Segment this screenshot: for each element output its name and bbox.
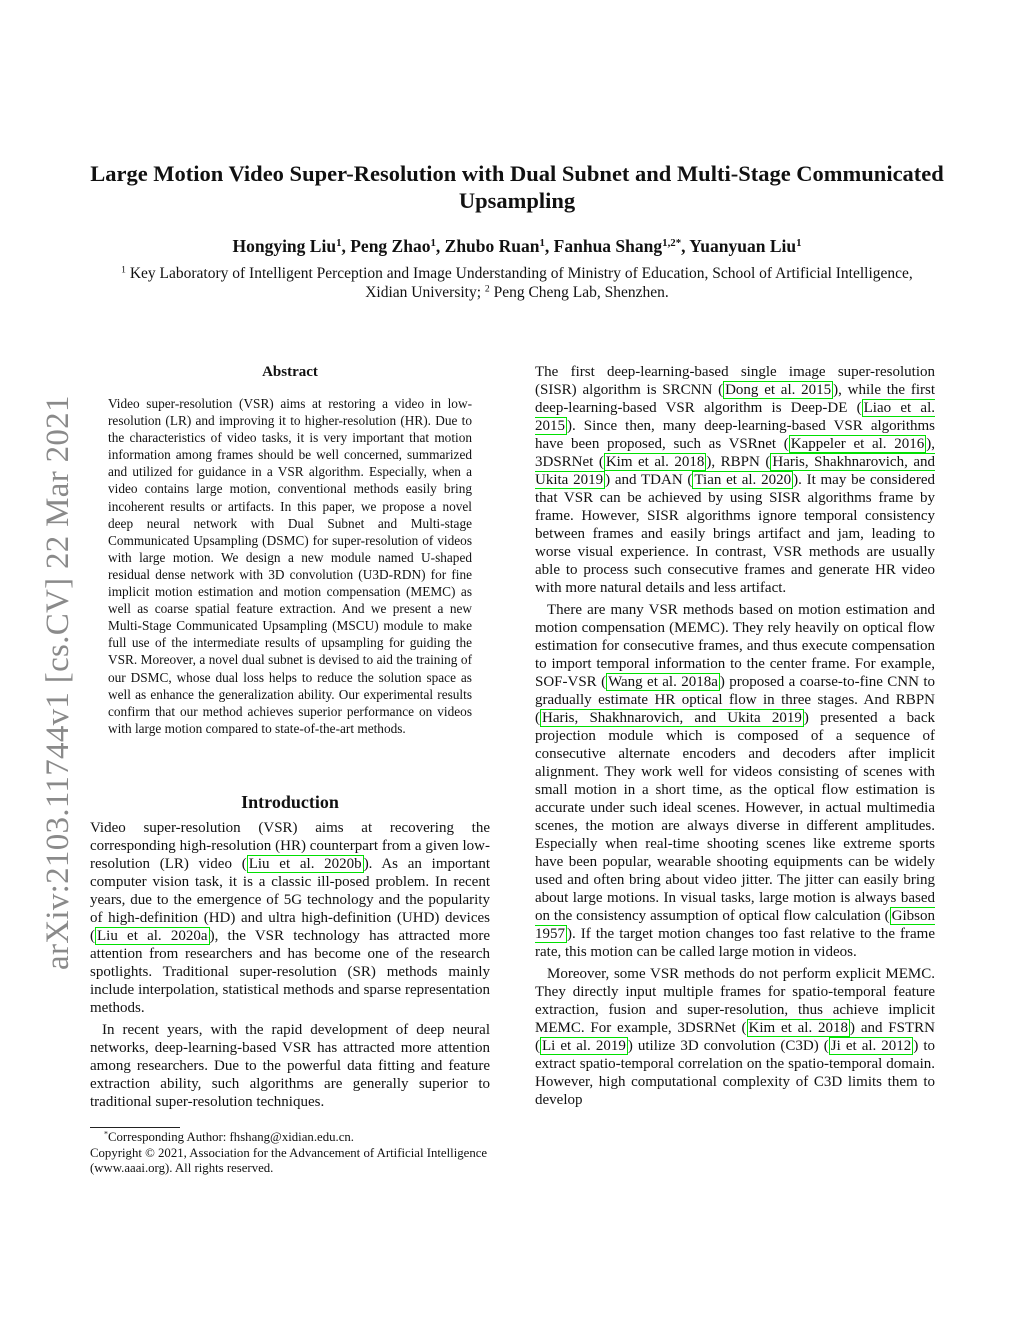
footnote-rule xyxy=(90,1127,180,1128)
introduction-heading: Introduction xyxy=(241,792,339,812)
footnote-star: * xyxy=(104,1129,108,1139)
citation-link[interactable]: Kim et al. 2018 xyxy=(748,1020,849,1036)
paper-title: Large Motion Video Super-Resolution with Dual Subnet and Multi-Stage Communicated Upsampling xyxy=(90,161,944,213)
author-affil-sup: 1 xyxy=(430,237,436,250)
right-column-body xyxy=(535,363,935,1113)
citation-link[interactable]: Liu et al. 2020b xyxy=(248,856,362,872)
intro-paragraph-1: Video super-resolution (VSR) aims at recovering the corresponding high-resolution (HR) counterpart from a given low-resolution (LR) video ( Liu et al. 2020b ). As an important computer vision task, it is a classic ill-posed problem. In recent years, due to the emergence of 5G technology and the popularity of high-definition (HD) and ultra high-definition (UHD) devices ( Liu et al. 2020a ), the VSR technology has attracted more attention from researchers and has become one of the research spotlights. Traditional super-resolution (SR) methods mainly include interpolation, statistical methods and sparse representation methods. xyxy=(90,820,491,1016)
affil-text-2: Peng Cheng Lab, Shenzhen. xyxy=(493,284,669,301)
author-name: Yuanyuan Liu xyxy=(689,236,797,256)
author-name: Hongying Liu xyxy=(232,236,337,256)
author-affil-sup: 1 xyxy=(539,237,545,250)
citation-link[interactable]: Li et al. 2019 xyxy=(542,1038,626,1054)
citation-link[interactable]: Liu et al. 2020a xyxy=(97,928,208,944)
citation-link[interactable]: Gibson 1957 xyxy=(535,908,935,942)
author-name: Peng Zhao xyxy=(350,236,431,256)
affil-sup-2: 2 xyxy=(484,283,490,295)
citation-link[interactable]: Haris, Shakhnarovich, and Ukita 2019 xyxy=(542,710,802,726)
footnote xyxy=(90,1130,490,1177)
arxiv-stamp: arXiv:2103.11744v1 [cs.CV] 22 Mar 2021 xyxy=(40,395,76,970)
citation-link[interactable]: Liao et al. 2015 xyxy=(535,400,935,434)
intro-paragraph-2: In recent years, with the rapid development of deep neural networks, deep-learning-based VSR has attracted more attention among researchers. Due to the powerful data fitting and feature extraction ability, such algorithms are generally superior to traditional super-resolution techniques. xyxy=(90,1022,490,1110)
citation-link[interactable]: Ji et al. 2012 xyxy=(830,1038,912,1054)
citation-link[interactable]: Kim et al. 2018 xyxy=(605,454,705,470)
footnote-copyright: Copyright © 2021, Association for the Advancement of Artificial Intelligence (www.aaai.org). All rights reserved. xyxy=(90,1145,488,1176)
affil-text-1: Key Laboratory of Intelligent Perception and Image Understanding of Ministry of Education, School of Artificial Intelligence, Xidian University; xyxy=(129,265,913,301)
citation-link[interactable]: Tian et al. 2020 xyxy=(694,472,792,488)
author-list: Hongying Liu$^1$, Peng Zhao$^1$, Zhubo Ruan$^1$, Fanhua Shang$^{1,2*}$, Yuanyuan Liu$^1$ xyxy=(232,236,802,256)
citation-link[interactable]: Haris, Shakhnarovich, and Ukita 2019 xyxy=(535,454,935,488)
citation-link[interactable]: Dong et al. 2015 xyxy=(725,382,832,398)
author-affil-sup: 1,2* xyxy=(662,237,682,250)
right-paragraph-2: There are many VSR methods based on motion estimation and motion compensation (MEMC). They rely heavily on optical flow estimation for consecutive frames, and thus execute compensation to import temporal information to the center frame. For example, SOF-VSR ( Wang et al. 2018a ) proposed a coarse-to-fine CNN to gradually estimate HR optical flow in three stages. And RBPN ( Haris, Shakhnarovich, and Ukita 2019 ) presented a back projection module which is composed of a sequence of consecutive alternate encoders and decoders after implicit alignment. They work well for videos consisting of scenes with small motion in a short time, as the optical flow estimation is accurate under such ideal scenes. However, in actual multimedia scenes, the motion are always diverse in different amplitudes. Especially when real-time shooting scenes like extreme sports have been popular, wearable shooting equipments can be widely used and often bring about video jitter. The jitter can easily bring about large motions. In visual tasks, large motion is always based on the consistency assumption of optical flow calculation ( Gibson 1957 ). If the target motion changes too fast relative to the frame rate, this motion can be called large motion in videos. xyxy=(535,602,935,960)
left-column-body xyxy=(90,819,490,1115)
author-affil-sup: 1 xyxy=(796,237,802,250)
citation-link[interactable]: Kappeler et al. 2016 xyxy=(790,436,925,452)
affiliation xyxy=(110,264,924,302)
citation-link[interactable]: Wang et al. 2018a xyxy=(608,674,718,690)
affil-sup-1: 1 xyxy=(121,264,126,276)
author-name: Zhubo Ruan xyxy=(444,236,540,256)
abstract-body: Video super-resolution (VSR) aims at restoring a video in low-resolution (LR) and improving it to higher-resolution (HR). Due to the characteristics of video tasks, it is very important that motion information among frames should be well concerned, summarized and utilized for guidance in a VSR algorithm. Especially, when a video contains large motion, conventional methods easily bring incoherent results or artifacts. In this paper, we propose a novel deep neural network with Dual Subnet and Multi-stage Communicated Upsampling (DSMC) for super-resolution of videos with large motion. We design a new module named U-shaped residual dense network with 3D convolution (U3D-RDN) for fine implicit motion estimation and motion compensation (MEMC) as well as coarse spatial feature extraction. And we present a new Multi-Stage Communicated Upsampling (MSCU) module to make full use of the intermediate results of upsampling for guiding the VSR. Moreover, a novel dual subnet is devised to aid the training of our DSMC, whose dual loss helps to reduce the solution space as well as enhance the generalization ability. Our experimental results confirm that our method achieves superior performance on videos with large motion compared to state-of-the-art methods. xyxy=(108,396,472,736)
footnote-corresponding xyxy=(90,1130,490,1146)
right-paragraph-1: The first deep-learning-based single image super-resolution (SISR) algorithm is SRCNN ( Dong et al. 2015 ), while the first deep-learning-based VSR algorithm is Deep-DE ( Liao et al. 2015 ). Since then, many deep-learning-based VSR algorithms have been proposed, such as VSRnet ( Kappeler et al. 2016 ), 3DSRNet ( Kim et al. 2018 ), RBPN ( Haris, Shakhnarovich, and Ukita 2019 ) and TDAN ( Tian et al. 2020 ). It may be considered that VSR can be achieved by using SISR algorithms frame by frame. However, SISR algorithms ignore temporal consistency between frames and easily brings artifact and jam, leading to worse visual experience. In contrast, VSR methods are usually able to process such consecutive frames and generate HR video with more natural details and less artifact. xyxy=(535,364,936,596)
footnote-corresponding-text: Corresponding Author: fhshang@xidian.edu.cn. xyxy=(107,1130,354,1144)
abstract-heading: Abstract xyxy=(262,364,318,380)
right-paragraph-3: Moreover, some VSR methods do not perform explicit MEMC. They directly input multiple frames for spatio-temporal feature extraction, fusion and super-resolution, thus achieve implicit MEMC. For example, 3DSRNet ( Kim et al. 2018 ) and FSTRN ( Li et al. 2019 ) utilize 3D convolution (C3D) ( Ji et al. 2012 ) to extract spatio-temporal correlation on the spatio-temporal domain. However, high computational complexity of C3D limits them to develop xyxy=(535,966,936,1108)
author-name: Fanhua Shang xyxy=(553,236,663,256)
author-affil-sup: 1 xyxy=(336,237,342,250)
